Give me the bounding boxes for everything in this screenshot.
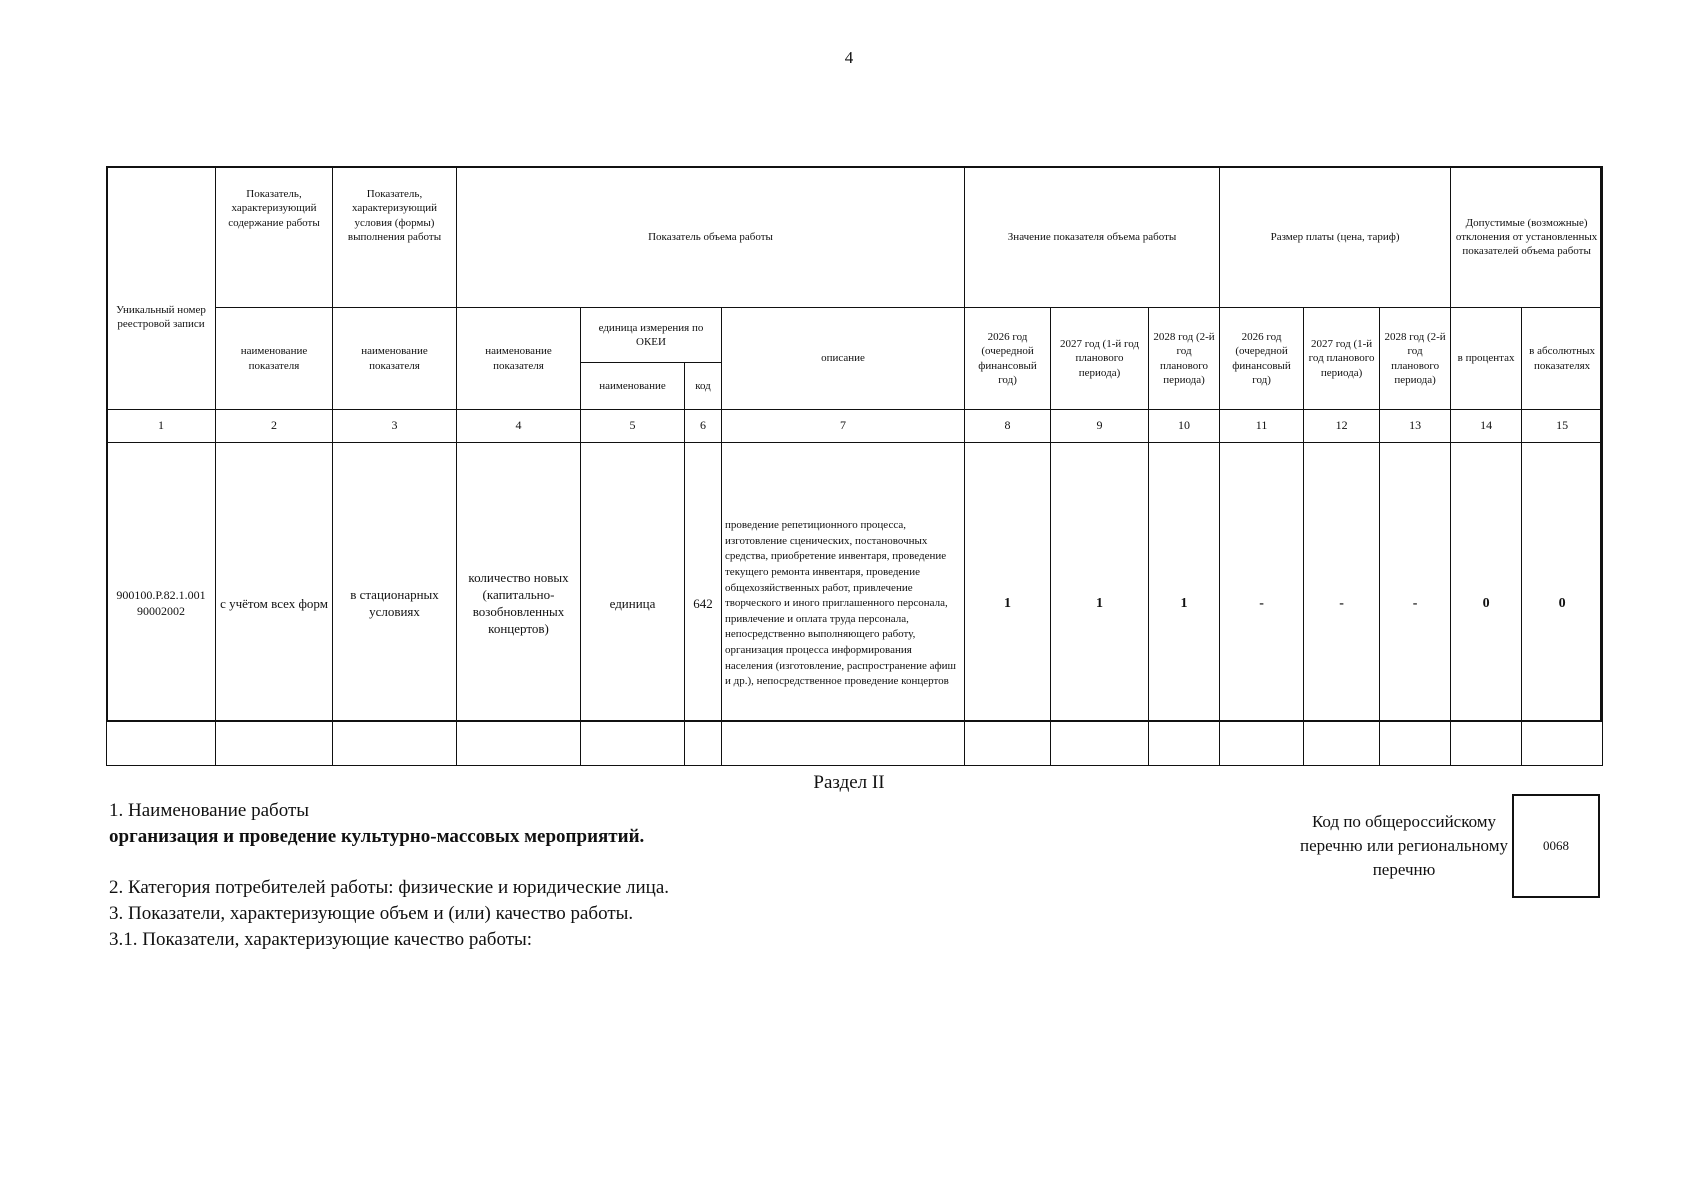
header-volume-indicator: Показатель объема работы <box>457 167 965 308</box>
section-title: Раздел II <box>813 772 885 793</box>
conditions-cell: в стационарных условиях <box>333 443 457 766</box>
deviation-percent-cell: 0 <box>1451 443 1522 766</box>
header-in-percent: в процентах <box>1451 308 1522 410</box>
header-content-indicator-name: наименование показателя <box>216 308 333 410</box>
content-cell: с учётом всех форм <box>216 443 333 766</box>
header-unique-number: Уникальный номер реестровой записи <box>107 167 216 410</box>
indicators-heading: 3. Показатели, характеризующие объем и (или) качество работы. <box>109 903 634 924</box>
header-content-indicator: Показатель, характеризующий содержание работы <box>216 167 333 308</box>
table-row <box>107 443 1603 766</box>
header-description: описание <box>722 308 965 410</box>
fee-2028-cell: - <box>1380 443 1451 766</box>
header-in-absolute: в абсолютных показателях <box>1522 308 1603 410</box>
header-value-2028: 2028 год (2-й год планового периода) <box>1149 308 1220 410</box>
column-number: 4 <box>457 410 581 443</box>
value-2028-cell: 1 <box>1149 443 1220 766</box>
column-numbers-row <box>107 410 1603 443</box>
value-2026-cell: 1 <box>965 443 1051 766</box>
header-unit-name: наименование <box>581 363 685 410</box>
work-name: организация и проведение культурно-массовых мероприятий. <box>109 826 645 847</box>
unit-name-cell: единица <box>581 443 685 766</box>
header-volume-value: Значение показателя объема работы <box>965 167 1220 308</box>
header-fee-2027: 2027 год (1-й год планового периода) <box>1304 308 1380 410</box>
volume-indicators-table <box>106 166 1603 766</box>
column-number: 12 <box>1304 410 1380 443</box>
value-2027-cell: 1 <box>1051 443 1149 766</box>
fee-2026-cell: - <box>1220 443 1304 766</box>
fee-2027-cell: - <box>1304 443 1380 766</box>
column-number: 2 <box>216 410 333 443</box>
registry-number-cell: 900100.Р.82.1.001 90002002 <box>107 443 216 766</box>
unit-code-cell: 642 <box>685 443 722 766</box>
header-fee: Размер платы (цена, тариф) <box>1220 167 1451 308</box>
column-number: 6 <box>685 410 722 443</box>
column-number: 8 <box>965 410 1051 443</box>
header-conditions-indicator: Показатель, характеризующий условия (формы) выполнения работы <box>333 167 457 308</box>
header-unit-code: код <box>685 363 722 410</box>
column-number: 1 <box>107 410 216 443</box>
column-number: 14 <box>1451 410 1522 443</box>
header-unit-okei: единица измерения по ОКЕИ <box>581 308 722 363</box>
column-number: 10 <box>1149 410 1220 443</box>
column-number: 13 <box>1380 410 1451 443</box>
header-value-2027: 2027 год (1-й год планового периода) <box>1051 308 1149 410</box>
header-volume-indicator-name: наименование показателя <box>457 308 581 410</box>
header-fee-2028: 2028 год (2-й год планового периода) <box>1380 308 1451 410</box>
column-number: 15 <box>1522 410 1603 443</box>
column-number: 9 <box>1051 410 1149 443</box>
registry-code-value: 0068 <box>1543 838 1569 853</box>
header-fee-2026: 2026 год (очередной финансовый год) <box>1220 308 1304 410</box>
deviation-absolute-cell: 0 <box>1522 443 1603 766</box>
column-number: 11 <box>1220 410 1304 443</box>
header-value-2026: 2026 год (очередной финансовый год) <box>965 308 1051 410</box>
column-number: 7 <box>722 410 965 443</box>
page-number: 4 <box>844 48 854 67</box>
column-number: 5 <box>581 410 685 443</box>
volume-name-cell: количество новых (капитально-возобновленных концертов) <box>457 443 581 766</box>
quality-indicators-heading: 3.1. Показатели, характеризующие качество работы: <box>109 929 533 950</box>
column-number: 3 <box>333 410 457 443</box>
registry-code-label: Код по общероссийскому перечню или региональному перечню <box>1300 812 1508 879</box>
header-deviations: Допустимые (возможные) отклонения от установленных показателей объема работы <box>1451 167 1603 308</box>
work-name-label: 1. Наименование работы <box>109 800 310 821</box>
header-conditions-indicator-name: наименование показателя <box>333 308 457 410</box>
registry-code-box <box>1512 794 1600 898</box>
description-cell: проведение репетиционного процесса, изготовление сценических, постановочных средства, приобретение инвентаря, проведение текущего ремонта инвентаря, проведение общехозяйственных работ, привлечение творческого и иного приглашенного персонала, привлечение и оплата труда персонала, непосредственно выполняющего работу, организация процесса информирования населения (изготовление, распространение афиш и др.), непосредственное проведение концертов <box>722 443 965 766</box>
consumers-category: 2. Категория потребителей работы: физические и юридические лица. <box>109 877 670 898</box>
